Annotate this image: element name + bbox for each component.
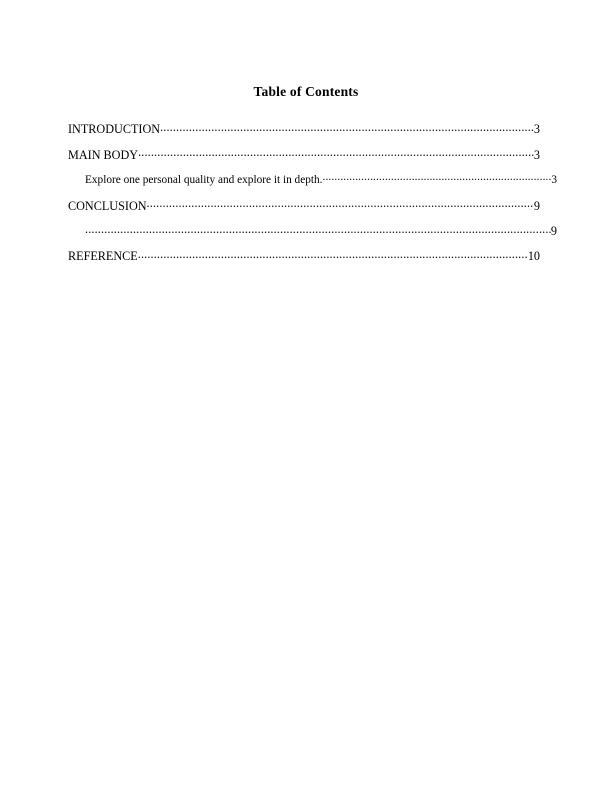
toc-entry-main-body[interactable] xyxy=(68,146,540,160)
toc-leader-dots xyxy=(138,248,528,260)
toc-entry-blank[interactable] xyxy=(68,223,557,237)
toc-entry-page: 10 xyxy=(527,249,540,263)
toc-entry-label: MAIN BODY xyxy=(68,147,139,161)
toc-leader-dots xyxy=(85,223,551,235)
toc-entry-conclusion[interactable] xyxy=(68,197,540,211)
table-of-contents xyxy=(68,110,557,263)
toc-entry-explore-personal-quality[interactable] xyxy=(68,172,557,187)
toc-entry-label: Explore one personal quality and explore it in depth. xyxy=(85,174,323,187)
toc-leader-dots xyxy=(138,146,534,158)
toc-entry-label: INTRODUCTION xyxy=(68,122,161,136)
toc-entry-page: 3 xyxy=(551,174,557,187)
page-title: Table of Contents xyxy=(253,84,359,99)
toc-leader-dots xyxy=(147,197,534,209)
toc-entry-page: 3 xyxy=(533,122,540,136)
toc-entry-page: 9 xyxy=(533,198,540,212)
toc-leader-dots xyxy=(160,121,534,133)
toc-entry-label: CONCLUSION xyxy=(68,198,147,212)
toc-entry-label: REFERENCE xyxy=(68,249,138,263)
toc-entry-page: 3 xyxy=(533,147,540,161)
toc-entry-reference[interactable] xyxy=(68,248,540,262)
toc-entry-introduction[interactable] xyxy=(68,121,540,135)
toc-entry-page: 9 xyxy=(550,223,557,238)
toc-leader-dots xyxy=(322,172,551,183)
